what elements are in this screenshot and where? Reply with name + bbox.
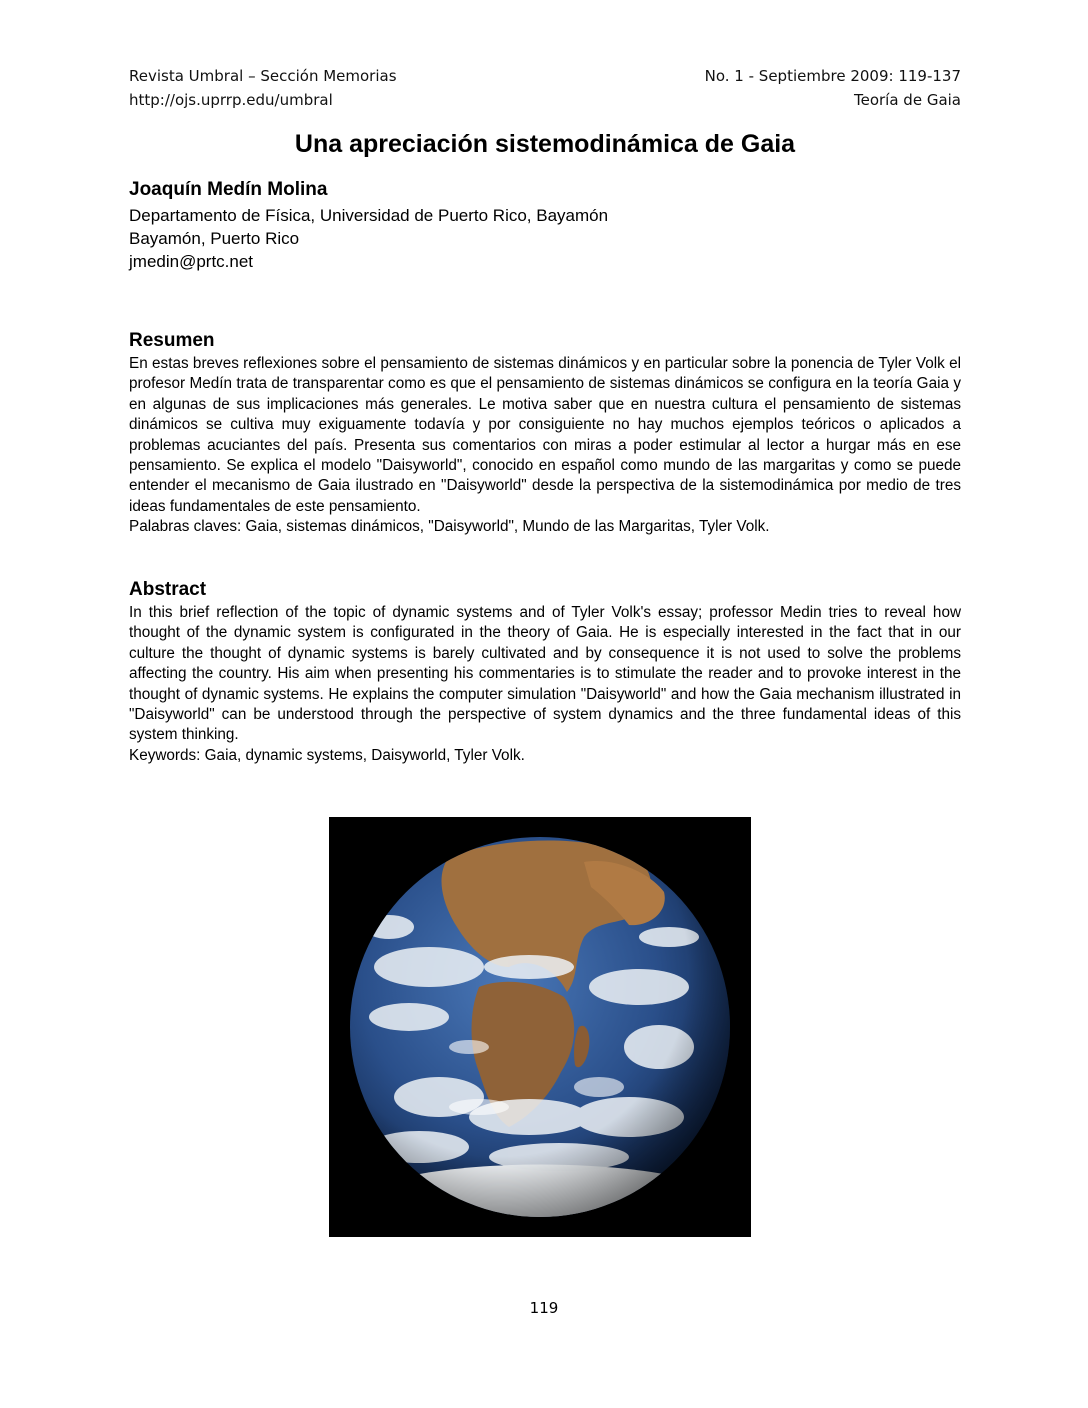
author-name: Joaquín Medín Molina (129, 179, 328, 200)
issue-info: No. 1 - Septiembre 2009: 119-137 (704, 67, 961, 85)
author-email[interactable]: jmedin@prtc.net (129, 252, 254, 271)
author-affiliation (129, 204, 608, 273)
journal-section: Revista Umbral – Sección Memorias (129, 67, 397, 85)
resumen-section (129, 354, 961, 538)
earth-shading (350, 837, 730, 1217)
abstract-heading: Abstract (129, 579, 207, 600)
resumen-body: En estas breves reflexiones sobre el pensamiento de sistemas dinámicos y en particular sobre la ponencia de Tyler Volk el profesor Medín trata de transparentar como es que el pensamiento de sistemas dinámicos se configura en la teoría Gaia y en algunas de sus implicaciones más generales. Le motiva saber que en nuestra cultura el pensamiento de sistemas dinámicos se cultiva muy exiguamente todavía y por consiguiente no hay muchos ejemplos teóricos o aplicados a problemas acuciantes del país. Presenta sus comentarios con miras a poder estimular al lector a hurgar más en ese pensamiento. Se explica el modelo "Daisyworld", conocido en español como mundo de las margaritas y como se puede entender el mecanismo de Gaia ilustrado en "Daisyworld" desde la perspectiva de la sistemodinámica por medio de tres ideas fundamentales de este pensamiento. (129, 355, 961, 515)
affiliation-line-2: Bayamón, Puerto Rico (129, 229, 300, 248)
abstract-keywords: Keywords: Gaia, dynamic systems, Daisyworld, Tyler Volk. (129, 746, 525, 764)
running-topic: Teoría de Gaia (853, 91, 961, 109)
paper-title: Una apreciación sistemodinámica de Gaia (294, 130, 796, 158)
affiliation-line-1: Departamento de Física, Universidad de Puerto Rico, Bayamón (129, 206, 609, 225)
page-number: 119 (529, 1299, 559, 1317)
earth-photo-figure (329, 817, 751, 1237)
journal-url[interactable]: http://ojs.uprrp.edu/umbral (129, 91, 333, 109)
running-header-line-1 (129, 66, 961, 86)
abstract-body: In this brief reflection of the topic of dynamic systems and of Tyler Volk's essay; professor Medin tries to reveal how thought of the dynamic system is configurated in the theory of Gaia. He is especially interested in the fact that in our culture the thought of dynamic systems is barely cultivated and by consequence it is not used to solve the problems affecting the country. His aim when presenting his commentaries is to stimulate the reader and to provoke interest in the thought of dynamic systems. He explains the computer simulation "Daisyworld" and how the Gaia mechanism illustrated in "Daisyworld" can be understood through the perspective of system dynamics and the three fundamental ideas of this system thinking. (129, 604, 961, 744)
running-header-line-2 (129, 90, 961, 110)
earth-photo-icon (329, 817, 751, 1237)
resumen-heading: Resumen (129, 330, 215, 351)
resumen-keywords: Palabras claves: Gaia, sistemas dinámicos, "Daisyworld", Mundo de las Margaritas, Tyler Volk. (129, 518, 770, 536)
abstract-section (129, 603, 961, 766)
